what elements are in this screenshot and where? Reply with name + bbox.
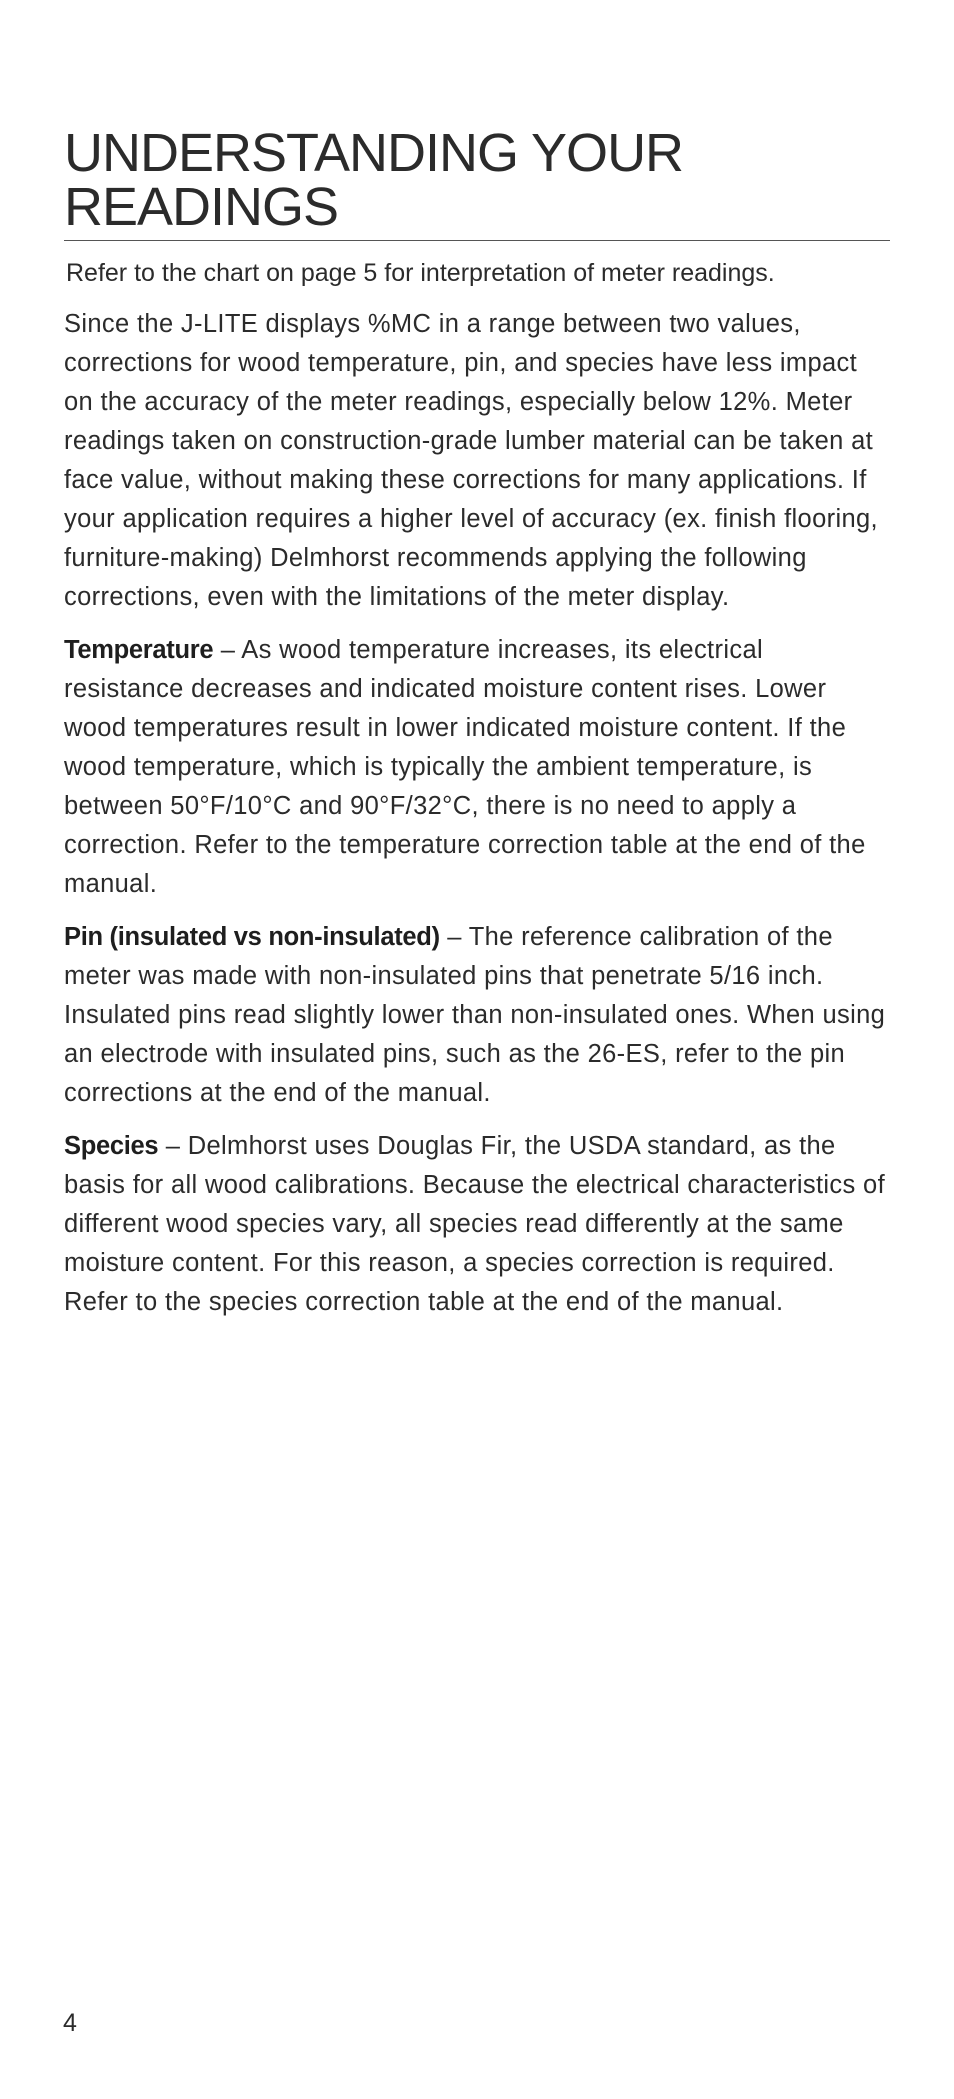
intro-text: Refer to the chart on page 5 for interpretation of meter readings. <box>66 259 775 287</box>
paragraph-text: As wood temperature increases, its electrical resistance decreases and indicated moisture content rises. Lower wood temperatures result in lower indicated moisture content. If the wood temperature, which is typically the ambient temperature, is between 50°F/10°C and 90°F/32°C, there is no need to apply a correction. Refer to the temperature correction table at the end of the manual. <box>64 636 866 898</box>
term-separator: – <box>213 636 242 664</box>
paragraph-text: The reference calibration of the meter was made with non-insulated pins that penetrate 5/16 inch. Insulated pins read slightly lower than non-insulated ones. When using an electrode with insulated pins, such as the 26-ES, refer to the pin corrections at the end of the manual. <box>64 923 886 1107</box>
paragraph-text: Since the J-LITE displays %MC in a range between two values, corrections for wood temperature, pin, and species have less impact on the accuracy of the meter readings, especially below 12%. Meter readings taken on construction-grade lumber material can be taken at face value, without making these corrections for many applications. If your application requires a higher level of accuracy (ex. finish flooring, furniture-making) Delmhorst recommends applying the following corrections, even with the limitations of the meter display. <box>64 310 878 611</box>
paragraph-text: Delmhorst uses Douglas Fir, the USDA standard, as the basis for all wood calibrations. Because the electrical characteristics of different wood species vary, all species read differently at the same moisture content. For this reason, a species correction is required. Refer to the species correction table at the end of the manual. <box>64 1132 886 1316</box>
term-species: Species <box>64 1132 159 1160</box>
paragraph-overview <box>64 305 890 617</box>
paragraph-species <box>64 1127 890 1322</box>
paragraph-temperature <box>64 631 890 904</box>
term-temperature: Temperature <box>64 636 214 664</box>
term-pin: Pin (insulated vs non-insulated) <box>64 923 440 951</box>
term-separator: – <box>158 1132 188 1160</box>
page-content <box>64 123 890 1322</box>
page-title: UNDERSTANDING YOUR READINGS <box>64 126 890 241</box>
term-separator: – <box>439 923 469 951</box>
page-number: 4 <box>63 2009 77 2037</box>
paragraph-pin <box>64 918 890 1113</box>
